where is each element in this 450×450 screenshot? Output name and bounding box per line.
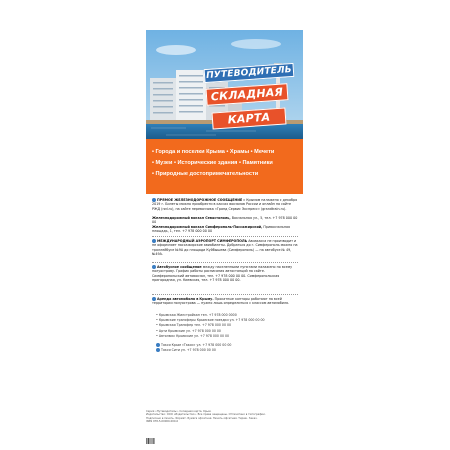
section-rental-heading: Аренда автомобиля в Крыму. (157, 297, 214, 301)
station-2-heading: Железнодорожный вокзал Симферополь-Пассажирский, (152, 225, 263, 229)
list-item: • Крымская Жилстройкап тел. +7 978 000 0000 (156, 313, 237, 317)
feature-line-1: • Города и поселки Крыма • Храмы • Мечети (152, 149, 275, 155)
contacts-list (156, 313, 298, 339)
section-rail (152, 198, 298, 211)
taxi-icon (156, 343, 160, 347)
cover-photo (146, 30, 303, 139)
barcode-graphic (146, 438, 186, 444)
feature-line-3: • Природные достопримечательности (152, 171, 259, 177)
section-bus (152, 265, 298, 282)
section-rental (152, 297, 298, 306)
section-station-1 (152, 216, 298, 225)
feature-line-2: • Музеи • Исторические здания • Памятники (152, 160, 273, 166)
section-rail-text: с Крымом налажено с декабря 2019 г. Билеты можно приобрести в кассах вокзалов России и онлайн на сайте РЖД (rzd.ru), на сайте перевозчика «Гранд Сервис Экспресс» (grandtrain.ru). (152, 198, 298, 211)
taxi-line-1: Такси Крым «Такси» ул. +7 978 000 00 00 (161, 343, 232, 347)
section-airport (152, 239, 298, 256)
cover-title (198, 56, 298, 136)
isbn: ISBN 978-5-00000-000-0 (146, 420, 179, 424)
taxi-icon (156, 348, 160, 352)
station-1-text: Вокзальная ул., 5, тел. +7 978 000 00 00 (152, 216, 298, 225)
divider (152, 236, 298, 237)
taxi-line-2: Такси Сити ул. +7 978 000 00 00 (161, 348, 216, 353)
section-bus-text: между населенными пунктами налажено по всему полуострову. График работы расписания автостанций на сайте. Симферопольский автовокзал, тел. +7 978 000 00 00. Симферопольская пригородная, ул. Киевская, тел. +7 978 000 00 00. (152, 265, 293, 282)
title-guide: ПУТЕВОДИТЕЛЬ (204, 63, 295, 83)
feature-banner (146, 139, 303, 194)
title-map: КАРТА (211, 107, 286, 129)
imprint-line: Серия «Путеводитель». Складная карта. Крым. (146, 410, 212, 413)
imprint-line: Подписано в печать. Формат. Бумага офсетная. Печать офсетная. Тираж. Заказ. (146, 416, 258, 420)
section-airport-text: Авиакасса не производит и не оформляет пассажирские авиабилеты. Добраться до г. Симферополь можно на троллейбусе №9А до площади Куйбышева (Симферополь) — на автобусе № 49, №49А. (152, 239, 298, 256)
section-airport-heading: МЕЖДУНАРОДНЫЙ АЭРОПОРТ СИМФЕРОПОЛЬ (157, 239, 248, 243)
taxi-list (156, 343, 298, 353)
section-rail-heading: ПРЯМОЕ ЖЕЛЕЗНОДОРОЖНОЕ СООБЩЕНИЕ (157, 198, 243, 202)
imprint-text (146, 410, 303, 424)
station-1-heading: Железнодорожный вокзал Севастополь, (152, 216, 231, 220)
station-2-text: Привокзальная площадь, 1, тел. +7 978 000 00 00 (152, 225, 291, 234)
divider (152, 262, 298, 263)
list-item (156, 348, 298, 353)
list-item: • Арти Крымские ул. +7 978 000 00 00 (156, 328, 221, 333)
list-item: • Крымские трансферы Крымские поездки ул. +7 978 000 00 00 (156, 318, 265, 323)
divider (152, 294, 298, 295)
title-folding: СКЛАДНАЯ (206, 83, 289, 106)
list-item: • Автолюкс Крымские ул. +7 978 000 00 00 (156, 333, 230, 338)
section-station-2 (152, 225, 298, 234)
imprint-line: Издательство: ООО «Издательство». Все права защищены. Отпечатано в типографии. (146, 413, 266, 417)
product-cover (146, 30, 303, 420)
list-item: • Крымская Трансфер тел. +7 978 000 00 00 (156, 323, 232, 328)
section-rental-text: Прокатные конторы работают на всей территории полуострова — нужно лишь определиться с классом автомобиля. (152, 297, 290, 306)
section-bus-heading: Автобусное сообщение (157, 265, 202, 269)
